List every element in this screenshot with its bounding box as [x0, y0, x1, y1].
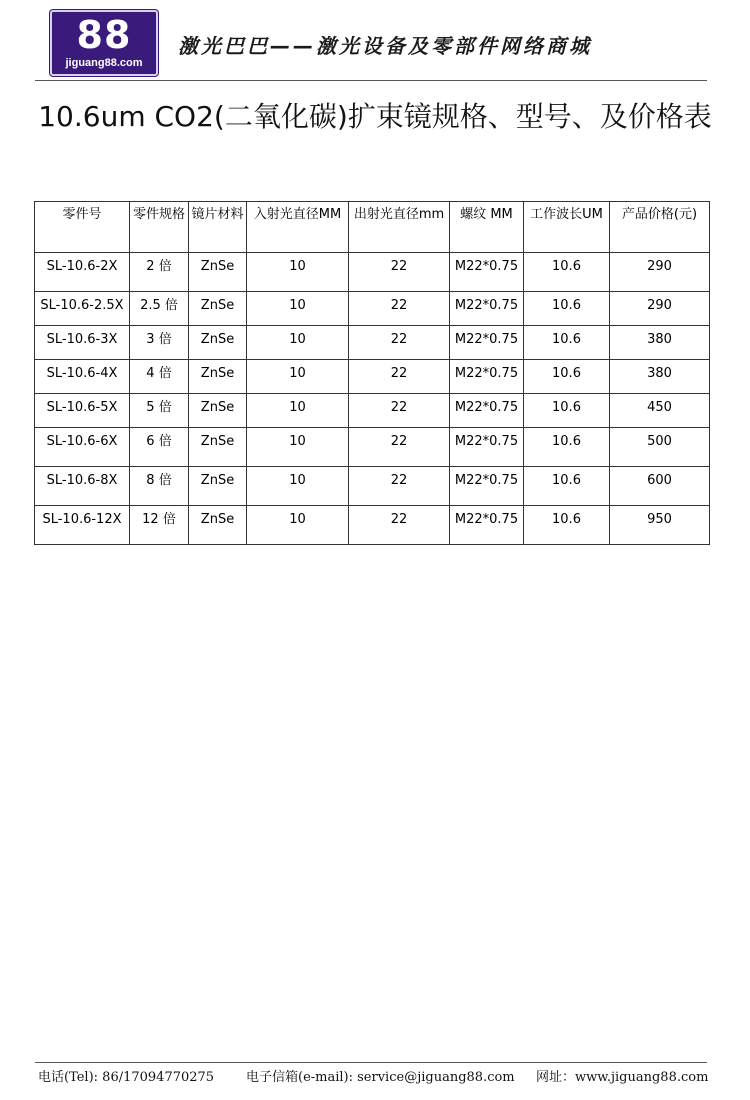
table-cell: SL-10.6-2X [35, 253, 130, 292]
table-cell: M22*0.75 [450, 467, 524, 506]
table-cell: 600 [610, 467, 710, 506]
table-cell: 380 [610, 326, 710, 360]
column-header: 零件规格 [130, 202, 189, 253]
logo-url: jiguang88.com [65, 57, 143, 69]
table-cell: 22 [349, 394, 450, 428]
table-cell: 10 [247, 360, 349, 394]
table-cell: 8 倍 [130, 467, 189, 506]
table-row [35, 253, 710, 292]
table-cell: 10 [247, 428, 349, 467]
spec-price-table [34, 201, 710, 545]
column-header: 工作波长UM [524, 202, 610, 253]
table-cell: 12 倍 [130, 506, 189, 545]
table-cell: 22 [349, 292, 450, 326]
table-cell: 10 [247, 292, 349, 326]
table-row [35, 428, 710, 467]
table-cell: 450 [610, 394, 710, 428]
table-cell: 22 [349, 428, 450, 467]
table-cell: 3 倍 [130, 326, 189, 360]
table-cell: 500 [610, 428, 710, 467]
table-cell: 10.6 [524, 428, 610, 467]
table-cell: 5 倍 [130, 394, 189, 428]
table-cell: ZnSe [189, 467, 247, 506]
table-cell: ZnSe [189, 506, 247, 545]
table-row [35, 394, 710, 428]
table-cell: 2.5 倍 [130, 292, 189, 326]
table-cell: SL-10.6-8X [35, 467, 130, 506]
column-header: 产品价格(元) [610, 202, 710, 253]
table-cell: ZnSe [189, 428, 247, 467]
table-row [35, 506, 710, 545]
table-cell: 10 [247, 506, 349, 545]
footer-email[interactable]: 电子信箱(e-mail): service@jiguang88.com [246, 1070, 515, 1085]
table-cell: 10.6 [524, 292, 610, 326]
table-cell: ZnSe [189, 253, 247, 292]
table-cell: SL-10.6-3X [35, 326, 130, 360]
table-cell: 380 [610, 360, 710, 394]
header-divider [35, 80, 707, 81]
table-cell: 10.6 [524, 467, 610, 506]
column-header: 入射光直径MM [247, 202, 349, 253]
footer-tel: 电话(Tel): 86/17094770275 [38, 1070, 215, 1085]
table-cell: 10 [247, 467, 349, 506]
table-cell: 10.6 [524, 394, 610, 428]
table-row [35, 360, 710, 394]
table-cell: 950 [610, 506, 710, 545]
table-cell: ZnSe [189, 394, 247, 428]
column-header: 零件号 [35, 202, 130, 253]
table-cell: 290 [610, 292, 710, 326]
table-cell: SL-10.6-4X [35, 360, 130, 394]
table-cell: 2 倍 [130, 253, 189, 292]
table-cell: SL-10.6-2.5X [35, 292, 130, 326]
table-cell: M22*0.75 [450, 360, 524, 394]
table-row [35, 467, 710, 506]
table-cell: ZnSe [189, 292, 247, 326]
table-cell: M22*0.75 [450, 506, 524, 545]
table-cell: 4 倍 [130, 360, 189, 394]
table-cell: M22*0.75 [450, 253, 524, 292]
table-cell: M22*0.75 [450, 394, 524, 428]
table-cell: ZnSe [189, 326, 247, 360]
logo-number: 88 [76, 13, 132, 57]
table-cell: 10.6 [524, 326, 610, 360]
table-cell: 10 [247, 326, 349, 360]
page-title: 10.6um CO2(二氧化碳)扩束镜规格、型号、及价格表 [38, 100, 712, 133]
table-cell: SL-10.6-6X [35, 428, 130, 467]
page-header [0, 0, 750, 82]
column-header: 螺纹 MM [450, 202, 524, 253]
footer-divider [35, 1062, 707, 1063]
table-body [35, 253, 710, 545]
jiguang88-logo[interactable] [50, 10, 158, 76]
table-row [35, 326, 710, 360]
header-slogan: 激光巴巴——激光设备及零部件网络商城 [178, 34, 592, 58]
table-cell: M22*0.75 [450, 292, 524, 326]
table-cell: 10.6 [524, 253, 610, 292]
table-cell: 10.6 [524, 360, 610, 394]
column-header: 出射光直径mm [349, 202, 450, 253]
table-cell: 22 [349, 326, 450, 360]
table-cell: SL-10.6-12X [35, 506, 130, 545]
table-cell: SL-10.6-5X [35, 394, 130, 428]
table-cell: 22 [349, 253, 450, 292]
table-header-row [35, 202, 710, 253]
table-cell: 10.6 [524, 506, 610, 545]
table-cell: 290 [610, 253, 710, 292]
table-cell: 22 [349, 467, 450, 506]
table-cell: M22*0.75 [450, 326, 524, 360]
footer-website[interactable]: 网址：www.jiguang88.com [536, 1070, 709, 1085]
table-cell: ZnSe [189, 360, 247, 394]
table-cell: 22 [349, 360, 450, 394]
table-row [35, 292, 710, 326]
table-cell: 10 [247, 253, 349, 292]
table-cell: M22*0.75 [450, 428, 524, 467]
table-cell: 10 [247, 394, 349, 428]
column-header: 镜片材料 [189, 202, 247, 253]
table-cell: 22 [349, 506, 450, 545]
table-cell: 6 倍 [130, 428, 189, 467]
